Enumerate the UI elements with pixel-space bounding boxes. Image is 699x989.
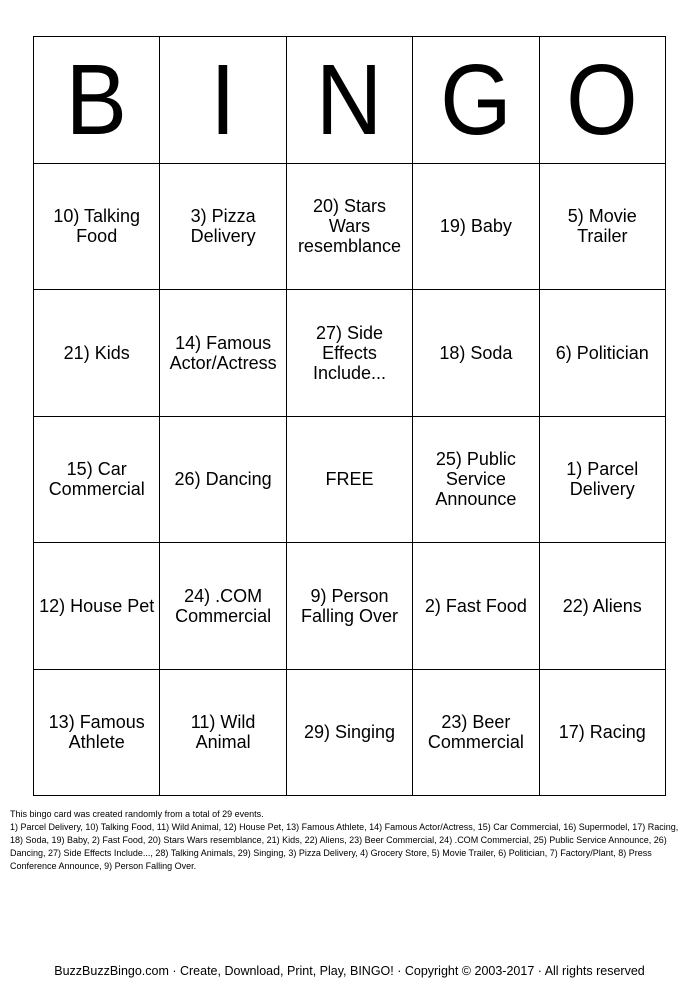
bingo-row [34, 669, 666, 796]
bingo-cell: 23) Beer Commercial [413, 669, 539, 796]
bingo-cell: 27) Side Effects Include... [286, 290, 412, 417]
bingo-cell: 12) House Pet [34, 543, 160, 670]
bingo-cell: 21) Kids [34, 290, 160, 417]
bingo-cell: 25) Public Service Announce [413, 416, 539, 543]
bingo-row [34, 290, 666, 417]
bingo-cell: 22) Aliens [539, 543, 665, 670]
bingo-cell: 1) Parcel Delivery [539, 416, 665, 543]
bingo-cell: 19) Baby [413, 163, 539, 290]
bingo-card [33, 36, 666, 796]
header-letter-b: B [34, 37, 160, 164]
bingo-cell: 20) Stars Wars resemblance [286, 163, 412, 290]
free-space-cell: FREE [286, 416, 412, 543]
header-letter-n: N [286, 37, 412, 164]
footer-copyright: BuzzBuzzBingo.com · Create, Download, Print, Play, BINGO! · Copyright © 2003-2017 · All rights reserved [54, 964, 645, 978]
bingo-cell: 13) Famous Athlete [34, 669, 160, 796]
bingo-cell: 17) Racing [539, 669, 665, 796]
bingo-cell: 3) Pizza Delivery [160, 163, 286, 290]
bingo-cell: 2) Fast Food [413, 543, 539, 670]
card-description [10, 808, 690, 873]
bingo-cell: 26) Dancing [160, 416, 286, 543]
bingo-cell: 24) .COM Commercial [160, 543, 286, 670]
bingo-cell: 6) Politician [539, 290, 665, 417]
bingo-header-row [34, 37, 666, 164]
description-intro: This bingo card was created randomly from a total of 29 events. [10, 809, 264, 819]
bingo-row [34, 163, 666, 290]
description-events-list: 1) Parcel Delivery, 10) Talking Food, 11) Wild Animal, 12) House Pet, 13) Famous Athlete, 14) Famous Actor/Actress, 15) Car Commercial, 16) Supermodel, 17) Racing, 18) Soda, 19) Baby, 2) Fast Food, 20) Stars Wars resemblance, 21) Kids, 22) Aliens, 23) Beer Commercial, 24) .COM Commercial, 25) Public Service Announce, 26) Dancing, 27) Side Effects Include..., 28) Talking Animals, 29) Singing, 3) Pizza Delivery, 4) Grocery Store, 5) Movie Trailer, 6) Politician, 7) Factory/Plant, 8) Press Conference Announce, 9) Person Falling Over. [10, 822, 679, 871]
bingo-cell: 18) Soda [413, 290, 539, 417]
header-letter-o: O [539, 37, 665, 164]
bingo-cell: 29) Singing [286, 669, 412, 796]
bingo-row [34, 543, 666, 670]
bingo-row [34, 416, 666, 543]
bingo-cell: 15) Car Commercial [34, 416, 160, 543]
header-letter-i: I [160, 37, 286, 164]
bingo-cell: 10) Talking Food [34, 163, 160, 290]
bingo-cell: 11) Wild Animal [160, 669, 286, 796]
bingo-cell: 9) Person Falling Over [286, 543, 412, 670]
header-letter-g: G [413, 37, 539, 164]
bingo-cell: 14) Famous Actor/Actress [160, 290, 286, 417]
bingo-cell: 5) Movie Trailer [539, 163, 665, 290]
